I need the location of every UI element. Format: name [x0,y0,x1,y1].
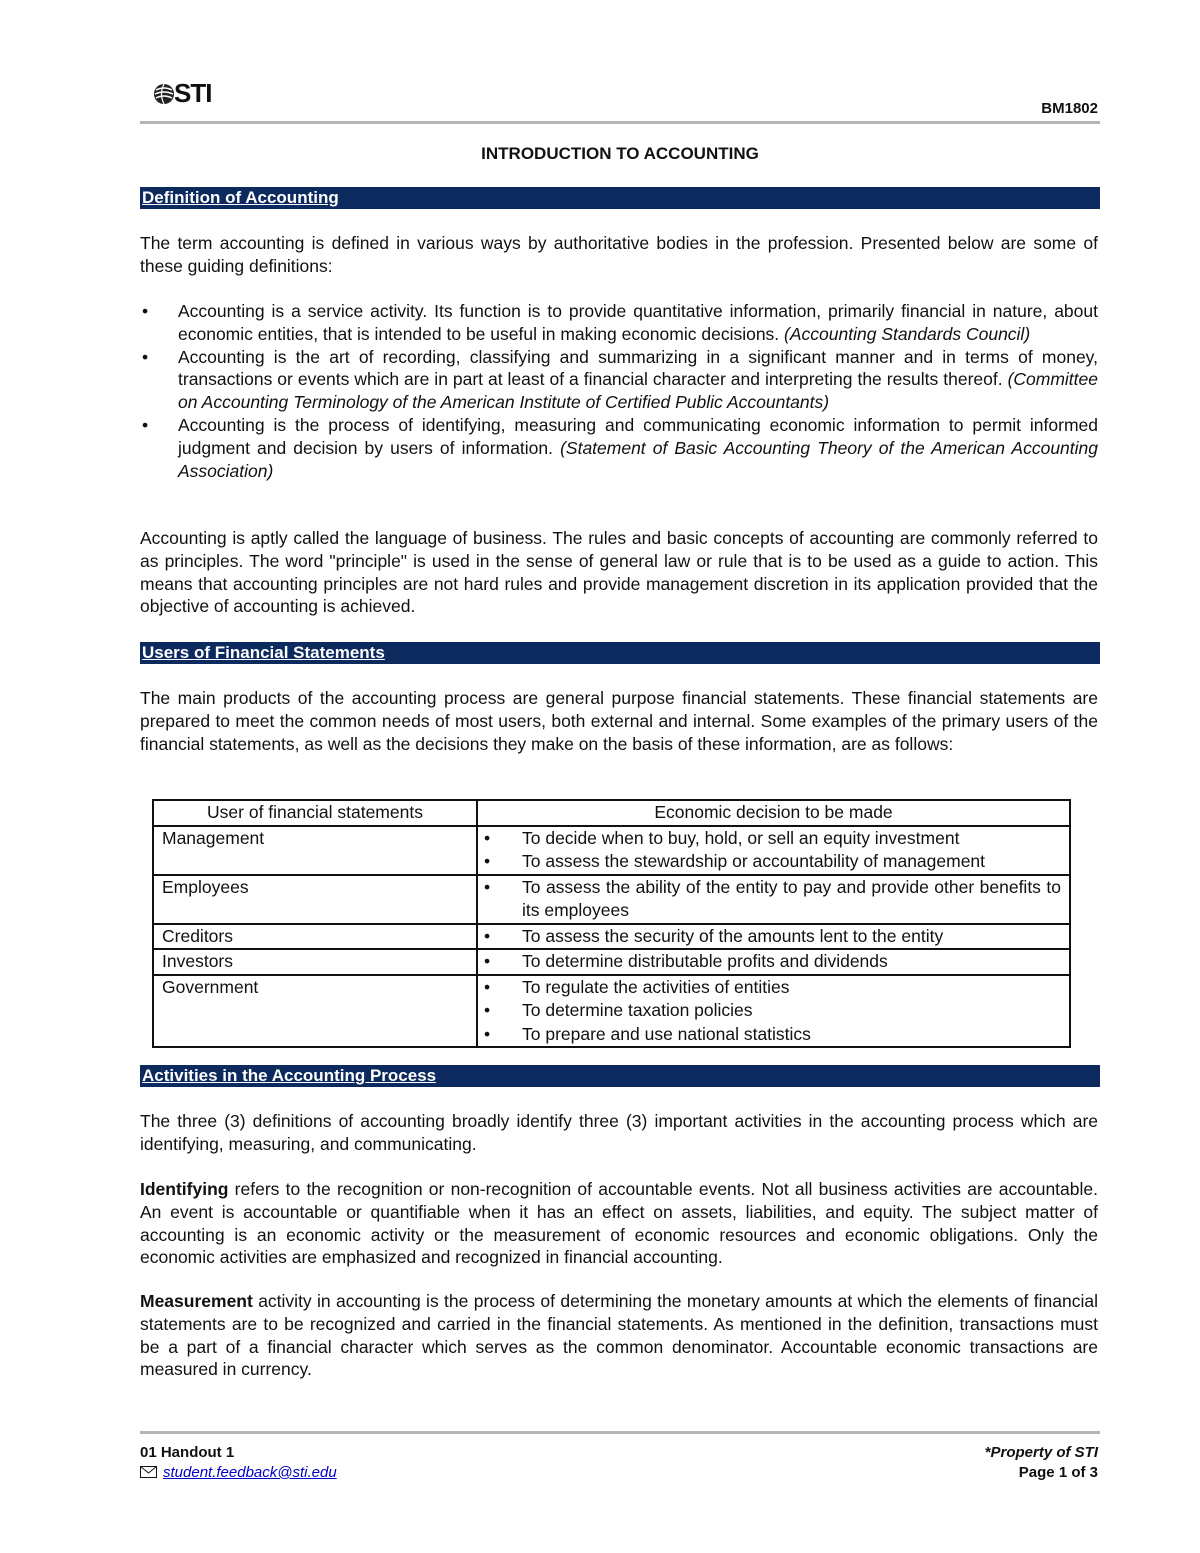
user-cell: Employees [153,875,477,924]
user-cell: Government [153,975,477,1048]
users-intro: The main products of the accounting process are general purpose financial statements. These financial statements are prepared to meet the common needs of most users, both external and internal. Some examples of the primary users of the financial statements, as well as the decisions they make on the basis of these information, are as follows: [140,688,1098,754]
section-heading-activities: Activities in the Accounting Process [140,1065,1100,1087]
feedback-email-link[interactable]: student.feedback@sti.edu [163,1464,337,1481]
table-row [153,975,1070,1048]
table-header-row [153,800,1070,826]
section-heading-definition: Definition of Accounting [140,187,1100,209]
user-cell: Investors [153,949,477,975]
footer-divider [140,1431,1100,1434]
table-row [153,826,1070,875]
decision-item: • To decide when to buy, hold, or sell an equity investment [486,827,1061,851]
decision-cell [477,826,1070,875]
column-header-decision: Economic decision to be made [477,800,1070,826]
page-title: INTRODUCTION TO ACCOUNTING [481,144,759,163]
column-header-user: User of financial statements [153,800,477,826]
identifying-paragraph: Identifying refers to the recognition or non-recognition of accountable events. Not all business activities are accountable. An event is accountable or quantifiable when it has an effect on assets, liabilities, and equity. The subject matter of accounting is an economic activity or the measurement of economic resources and economic obligations. Only the economic activities are emphasized and recognized in financial accounting. [140,1179,1098,1268]
bullet-icon: • [484,851,491,871]
bullet-icon: • [484,925,491,946]
decision-item: • To assess the security of the amounts lent to the entity [486,925,1061,949]
decision-cell [477,875,1070,924]
identifying-term: Identifying [140,1179,229,1199]
decision-item: • To assess the ability of the entity to pay and provide other benefits to its employees [484,876,1061,920]
decision-item: • To determine taxation policies [486,999,1061,1023]
section-heading-users: Users of Financial Statements [140,642,1100,664]
bullet-icon: • [484,1023,491,1044]
bullet-icon: • [142,301,149,321]
user-cell: Management [153,826,477,875]
measurement-paragraph: Measurement activity in accounting is the process of determining the monetary amounts at which the elements of financial statements are to be recognized and carried in the financial statements. As mentioned in the definition, transactions must be a part of a financial character which serves as the common denominator. Accountable economic transactions are measured in currency. [140,1291,1098,1380]
table-row [153,924,1070,950]
logo-text: STI [174,78,212,108]
list-item: • Accounting is the art of recording, classifying and summarizing in a significant manner and in terms of money, transactions or events which are in part at least of a financial character and interpreting the results thereof. (Committee on Accounting Terminology of the American Institute of Certified Public Accountants) [142,346,1098,413]
decision-item: • To prepare and use national statistics [486,1023,1061,1047]
table-row [153,875,1070,924]
activities-intro: The three (3) definitions of accounting broadly identify three (3) important activities in the accounting process which are identifying, measuring, and communicating. [140,1111,1098,1154]
decision-cell [477,949,1070,975]
header-divider [140,121,1100,124]
footer-right [985,1443,1098,1483]
bullet-icon: • [484,951,491,971]
decision-cell [477,975,1070,1048]
bullet-icon: • [484,976,491,997]
globe-icon [152,81,176,107]
footer-left [140,1443,337,1483]
course-code: BM1802 [1041,100,1098,117]
page-number: Page 1 of 3 [1018,1464,1098,1481]
decision-item: • To assess the stewardship or accountability of management [486,850,1061,874]
measurement-term: Measurement [140,1291,253,1311]
decision-cell [477,924,1070,950]
definitions-list [140,300,1098,482]
users-table [152,799,1071,1048]
envelope-icon [140,1466,157,1478]
language-paragraph: Accounting is aptly called the language of business. The rules and basic concepts of accounting are commonly referred to as principles. The word "principle" is used in the sense of general law or rule that is to be used as a guide to action. This means that accounting principles are not hard rules and provide management discretion in its application provided that the objective of accounting is achieved. [140,528,1098,617]
handout-label: 01 Handout 1 [140,1444,235,1461]
list-item: • Accounting is the process of identifying, measuring and communicating economic information to permit informed judgment and decision by users of information. (Statement of Basic Accounting Theory of the American Accounting Association) [142,414,1098,481]
table-row [153,949,1070,975]
property-label: *Property of STI [984,1444,1098,1461]
bullet-icon: • [142,414,149,435]
sti-logo [152,78,211,109]
definition-intro: The term accounting is defined in various ways by authoritative bodies in the profession. Presented below are some of these guiding definitions: [140,233,1098,276]
user-cell: Creditors [153,924,477,950]
bullet-icon: • [484,1000,491,1020]
decision-item: • To determine distributable profits and dividends [486,950,1061,974]
bullet-icon: • [142,346,149,367]
list-item: • Accounting is a service activity. Its function is to provide quantitative information, primarily financial in nature, about economic entities, that is intended to be useful in making economic decisions. (Accounting Standards Council) [142,301,1098,344]
bullet-icon: • [484,827,491,848]
decision-item: • To regulate the activities of entities [486,976,1061,1000]
bullet-icon: • [484,876,491,897]
